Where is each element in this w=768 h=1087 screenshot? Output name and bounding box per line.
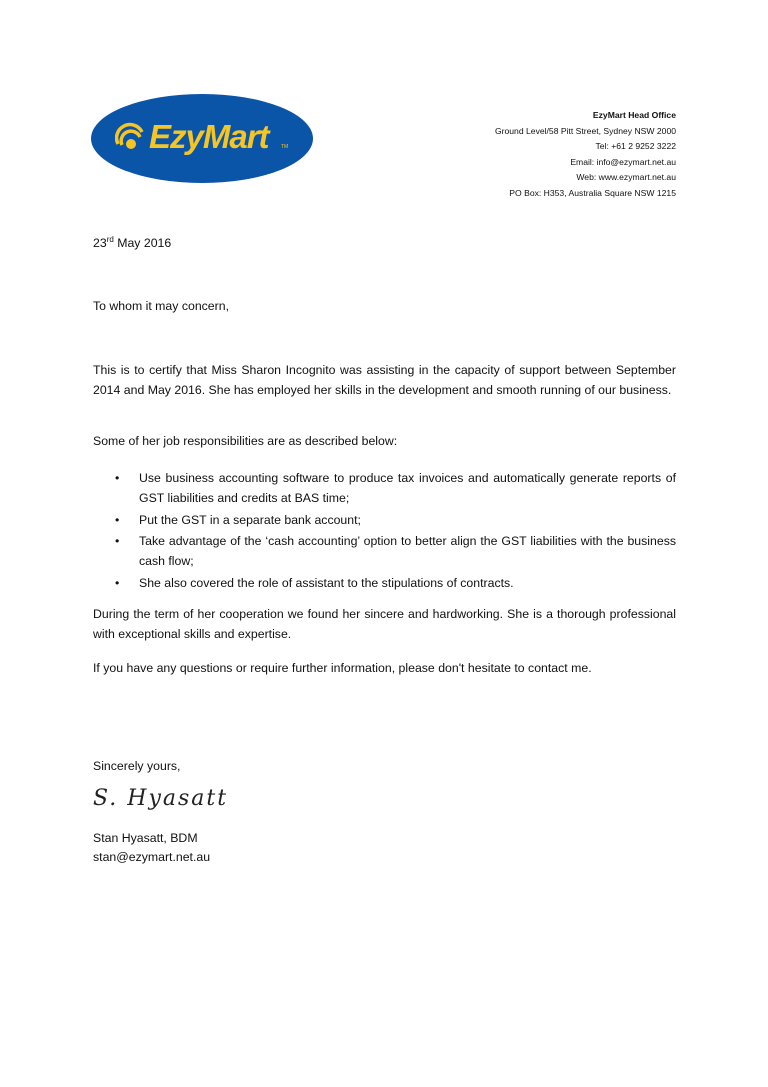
office-address — [495, 108, 676, 202]
signature: S. Hyasatt — [93, 786, 229, 811]
office-title: EzyMart Head Office — [592, 110, 676, 120]
date-day: 23 — [93, 236, 107, 251]
bullet-icon: • — [115, 534, 120, 548]
bullet-icon: • — [115, 513, 120, 527]
date-rest: May 2016 — [113, 236, 172, 251]
list-item-text: Take advantage of the ‘cash accounting’ option to better align the GST liabilities with the business cash flow; — [139, 534, 676, 568]
logo-arc-icon — [115, 122, 145, 150]
greeting: To whom it may concern, — [93, 299, 229, 313]
list-item — [93, 468, 676, 508]
date-suffix: rd — [106, 235, 114, 244]
list-item — [93, 573, 676, 593]
list-item — [93, 531, 676, 571]
paragraph-responsibilities-intro: Some of her job responsibilities are as described below: — [93, 434, 398, 448]
paragraph-assessment: During the term of her cooperation we found her sincere and hardworking. She is a thorough professional with exceptional skills and expertise. — [93, 607, 676, 641]
paragraph-certification: This is to certify that Miss Sharon Incognito was assisting in the capacity of support between September 2014 and May 2016. She has employed her skills in the development and smooth running of our business. — [93, 363, 676, 397]
list-item-text: Use business accounting software to produce tax invoices and automatically generate reports of GST liabilities and credits at BAS time; — [139, 471, 676, 505]
office-email: Email: info@ezymart.net.au — [570, 156, 676, 167]
list-item — [93, 510, 676, 530]
bullet-icon: • — [115, 576, 120, 590]
list-item-text: Put the GST in a separate bank account; — [139, 513, 361, 527]
logo-text: EzyMart — [149, 118, 269, 155]
list-item-text: She also covered the role of assistant to the stipulations of contracts. — [139, 576, 514, 590]
bullet-icon: • — [115, 471, 120, 485]
responsibilities-list — [93, 468, 676, 593]
closing: Sincerely yours, — [93, 759, 181, 773]
signer-name: Stan Hyasatt, BDM — [93, 831, 198, 845]
signer-email: stan@ezymart.net.au — [93, 850, 211, 864]
office-address-line: Ground Level/58 Pitt Street, Sydney NSW 2000 — [494, 125, 676, 136]
paragraph-contact: If you have any questions or require further information, please don't hesitate to contact me. — [93, 661, 592, 675]
ezymart-logo — [91, 94, 313, 183]
letter-date — [93, 230, 676, 253]
office-po-box: PO Box: H353, Australia Square NSW 1215 — [509, 187, 676, 198]
office-web: Web: www.ezymart.net.au — [576, 172, 676, 183]
office-tel: Tel: +61 2 9252 3222 — [595, 141, 676, 152]
logo-tm: TM — [281, 144, 289, 150]
